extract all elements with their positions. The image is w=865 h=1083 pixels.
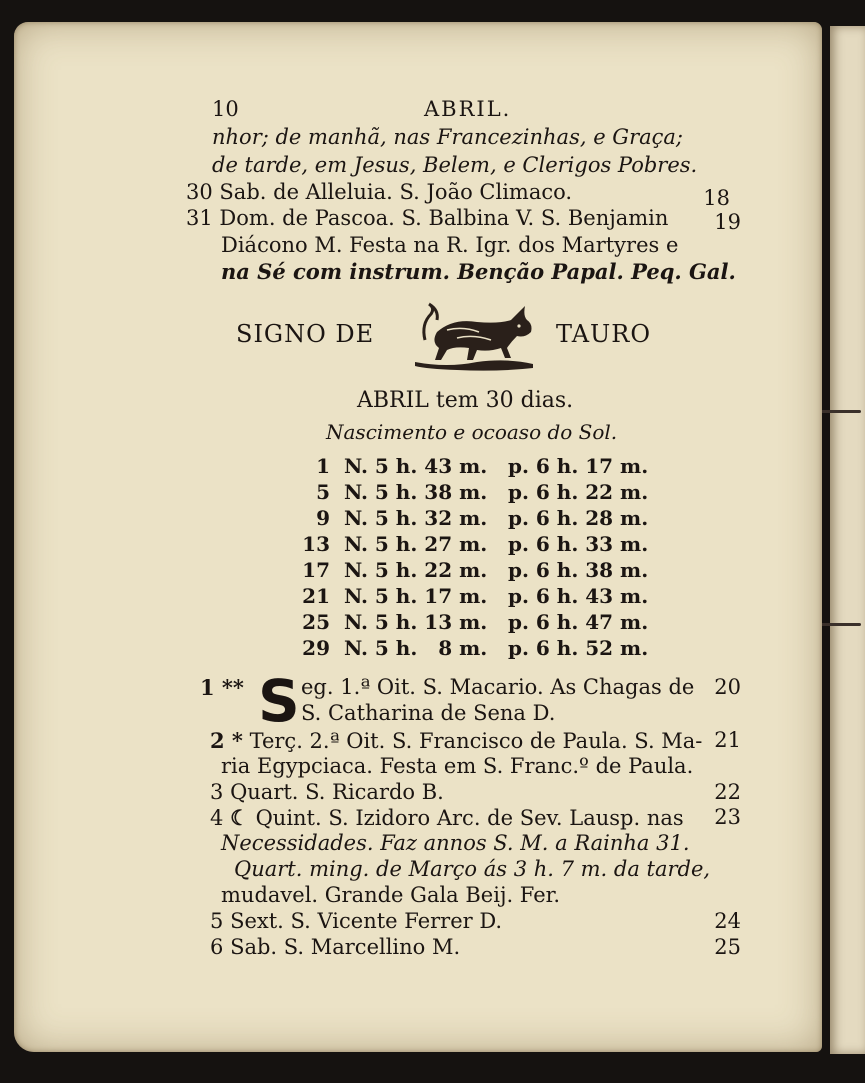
calendar-entry-4 — [210, 805, 741, 830]
calendar-entry-3 — [210, 780, 741, 804]
sunrise-time: N. 5 h. 43 m. — [344, 454, 488, 478]
text-line: Diácono M. Festa na R. Igr. dos Martyres e — [221, 233, 679, 257]
signo-right-label: TAURO — [556, 320, 651, 348]
day-number: 30 — [186, 180, 213, 204]
moon-age: 21 — [714, 728, 741, 752]
sunrise-time: N. 5 h. 8 m. — [344, 636, 488, 660]
sunset-time: p. 6 h. 28 m. — [508, 506, 649, 530]
moon-age: 18 — [703, 186, 730, 210]
day-number: 5 — [210, 909, 224, 933]
entry-text: Sab. de Alleluia. S. João Climaco. — [219, 180, 573, 204]
day-number: 4 — [210, 806, 224, 830]
sunrise-sunset-title: Nascimento e ocoaso do Sol. — [326, 420, 618, 444]
text-line: S. Catharina de Sena D. — [301, 701, 556, 725]
sun-day: 17 — [302, 558, 330, 582]
drop-cap-letter: S — [258, 667, 300, 735]
day-marker: 1 ** — [200, 675, 244, 700]
sunrise-time: N. 5 h. 17 m. — [344, 584, 488, 608]
entry-text: Quint. S. Izidoro Arc. de Sev. Lausp. nas — [255, 806, 684, 830]
entry-text: Terç. 2.ª Oit. S. Francisco de Paula. S. Ma- — [249, 729, 703, 753]
day-number: 6 — [210, 935, 224, 959]
entry-text: Quart. S. Ricardo B. — [230, 780, 444, 804]
moon-age: 19 — [714, 210, 741, 234]
sun-day: 1 — [316, 454, 330, 478]
sun-day: 21 — [302, 584, 330, 608]
sun-day: 9 — [316, 506, 330, 530]
calendar-entry-30 — [186, 180, 730, 210]
text-line: Quart. ming. de Março ás 3 h. 7 m. da tarde, — [234, 857, 711, 881]
day-number: 31 — [186, 206, 213, 230]
calendar-entry-2 — [210, 728, 741, 753]
moon-phase-icon: ☾ — [230, 805, 249, 830]
sunset-time: p. 6 h. 43 m. — [508, 584, 649, 608]
month-days-heading: ABRIL tem 30 dias. — [357, 388, 574, 413]
day-number: 3 — [210, 780, 224, 804]
sunset-time: p. 6 h. 33 m. — [508, 532, 649, 556]
entry-text: Sab. S. Marcellino M. — [230, 935, 461, 959]
sun-day: 29 — [302, 636, 330, 660]
sunrise-time: N. 5 h. 22 m. — [344, 558, 488, 582]
sunrise-time: N. 5 h. 38 m. — [344, 480, 488, 504]
moon-age: 20 — [714, 675, 741, 699]
calendar-entry-5 — [210, 909, 741, 933]
page-number: 10 — [212, 97, 239, 121]
taurus-bull-icon — [407, 302, 539, 374]
sunset-time: p. 6 h. 38 m. — [508, 558, 649, 582]
sun-day: 13 — [302, 532, 330, 556]
moon-age: 22 — [714, 780, 741, 804]
moon-age: 23 — [714, 805, 741, 829]
signo-left-label: SIGNO DE — [236, 320, 375, 348]
sunset-time: p. 6 h. 52 m. — [508, 636, 649, 660]
sunset-time: p. 6 h. 22 m. — [508, 480, 649, 504]
day-marker: 2 * — [210, 728, 243, 753]
calendar-entry-1 — [301, 675, 741, 699]
sunrise-time: N. 5 h. 32 m. — [344, 506, 488, 530]
running-head-month: ABRIL. — [424, 97, 512, 121]
page-content — [14, 22, 822, 1052]
moon-age: 24 — [714, 909, 741, 933]
entry-text: Sext. S. Vicente Ferrer D. — [230, 909, 503, 933]
text-line: Necessidades. Faz annos S. M. a Rainha 31. — [221, 831, 690, 855]
text-line: de tarde, em Jesus, Belem, e Clerigos Pobres. — [212, 153, 698, 177]
sunset-time: p. 6 h. 47 m. — [508, 610, 649, 634]
text-line: nhor; de manhã, nas Francezinhas, e Graça; — [212, 125, 683, 149]
sun-day: 25 — [302, 610, 330, 634]
entry-text: Dom. de Pascoa. S. Balbina V. S. Benjamin — [219, 206, 669, 230]
entry-text: eg. 1.ª Oit. S. Macario. As Chagas de — [301, 675, 695, 699]
moon-age: 25 — [714, 935, 741, 959]
next-page-edge — [830, 26, 865, 1054]
text-line: ria Egypciaca. Festa em S. Franc.º de Paula. — [221, 754, 694, 778]
calendar-entry-6 — [210, 935, 741, 959]
almanac-page — [14, 22, 822, 1052]
sunrise-time: N. 5 h. 13 m. — [344, 610, 488, 634]
sunrise-time: N. 5 h. 27 m. — [344, 532, 488, 556]
text-line: mudavel. Grande Gala Beij. Fer. — [221, 883, 561, 907]
calendar-entry-31 — [186, 206, 741, 234]
sun-day: 5 — [316, 480, 330, 504]
sunset-time: p. 6 h. 17 m. — [508, 454, 649, 478]
text-line: na Sé com instrum. Benção Papal. Peq. Gal. — [221, 259, 736, 284]
